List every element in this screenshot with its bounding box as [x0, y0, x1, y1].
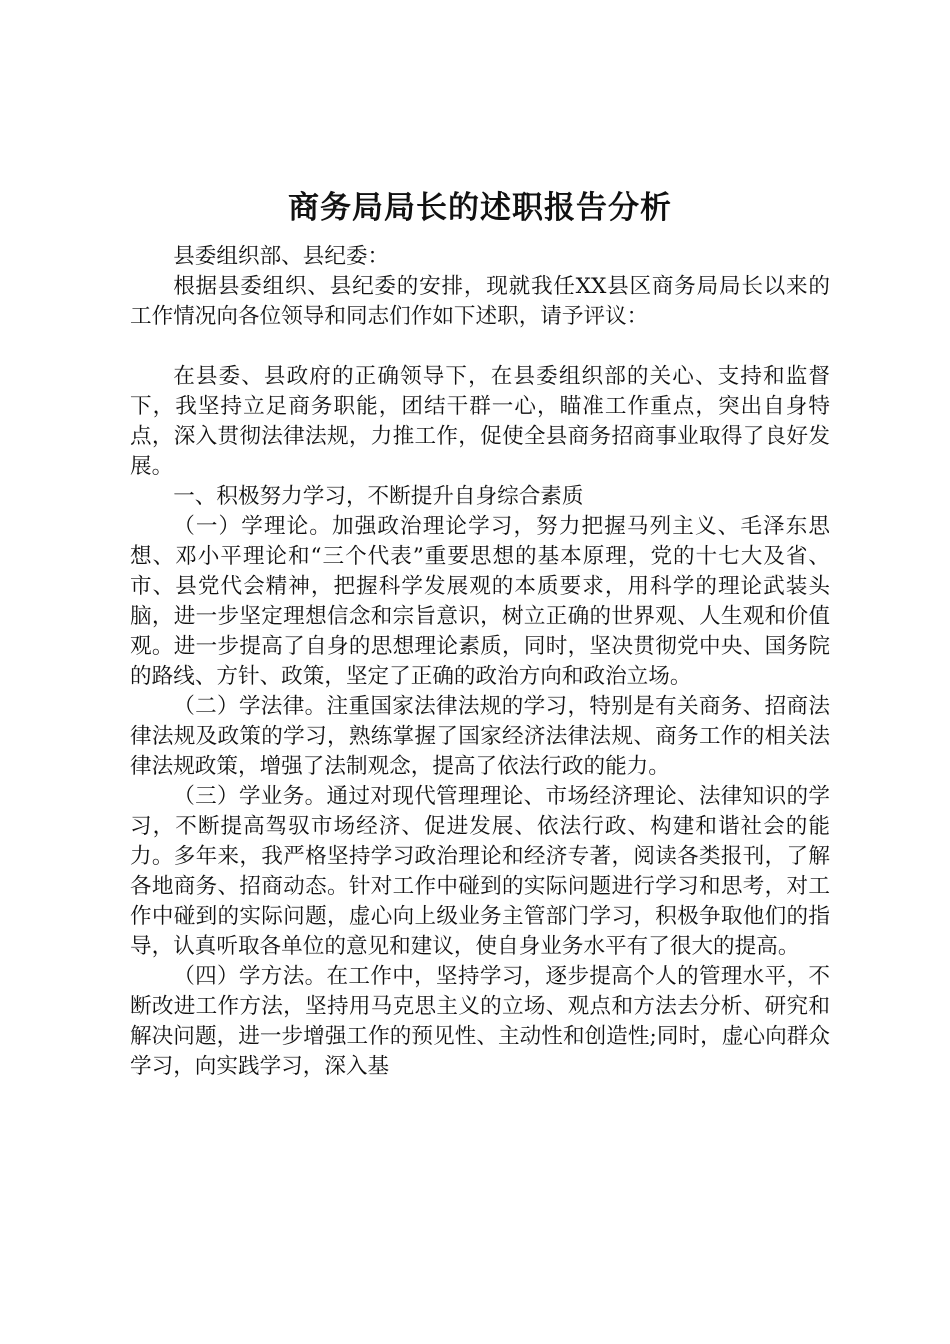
section-heading: 一、积极努力学习，不断提升自身综合素质	[173, 484, 584, 509]
document-body	[130, 242, 830, 1082]
paragraph-theory: （一）学理论。加强政治理论学习，努力把握马列主义、毛泽东思想、邓小平理论和“三个代表”重要思想的基本原理，党的十七大及省、市、县党代会精神，把握科学发展观的本质要求，用科学的理论武装头脑，进一步坚定理想信念和宗旨意识，树立正确的世界观、人生观和价值观。进一步提高了自身的思想理论素质，同时，坚决贯彻党中央、国务院的路线、方针、政策，坚定了正确的政治方向和政治立场。	[130, 514, 830, 689]
paragraph-law: （二）学法律。注重国家法律法规的学习，特别是有关商务、招商法律法规及政策的学习，熟练掌握了国家经济法律法规、商务工作的相关法律法规政策，增强了法制观念，提高了依法行政的能力。	[130, 694, 830, 779]
salutation: 县委组织部、县纪委：	[173, 244, 390, 269]
document-page	[130, 186, 830, 1082]
paragraph-method: （四）学方法。在工作中，坚持学习，逐步提高个人的管理水平，不断改进工作方法，坚持用马克思主义的立场、观点和方法去分析、研究和解决问题，进一步增强工作的预见性、主动性和创造性;同时，虚心向群众学习，向实践学习，深入基	[130, 964, 830, 1079]
paragraph-business: （三）学业务。通过对现代管理理论、市场经济理论、法律知识的学习，不断提高驾驭市场经济、促进发展、依法行政、构建和谐社会的能力。多年来，我严格坚持学习政治理论和经济专著，阅读各类报刊，了解各地商务、招商动态。针对工作中碰到的实际问题进行学习和思考，对工作中碰到的实际问题，虚心向上级业务主管部门学习，积极争取他们的指导，认真听取各单位的意见和建议，使自身业务水平有了很大的提高。	[130, 784, 830, 959]
document-title: 商务局局长的述职报告分析	[288, 190, 672, 226]
paragraph-summary: 在县委、县政府的正确领导下，在县委组织部的关心、支持和监督下，我坚持立足商务职能，团结干群一心，瞄准工作重点，突出自身特点，深入贯彻法律法规，力推工作，促使全县商务招商事业取得了良好发展。	[130, 364, 830, 479]
paragraph-intro: 根据县委组织、县纪委的安排，现就我任XX县区商务局局长以来的工作情况向各位领导和同志们作如下述职，请予评议：	[130, 274, 830, 329]
